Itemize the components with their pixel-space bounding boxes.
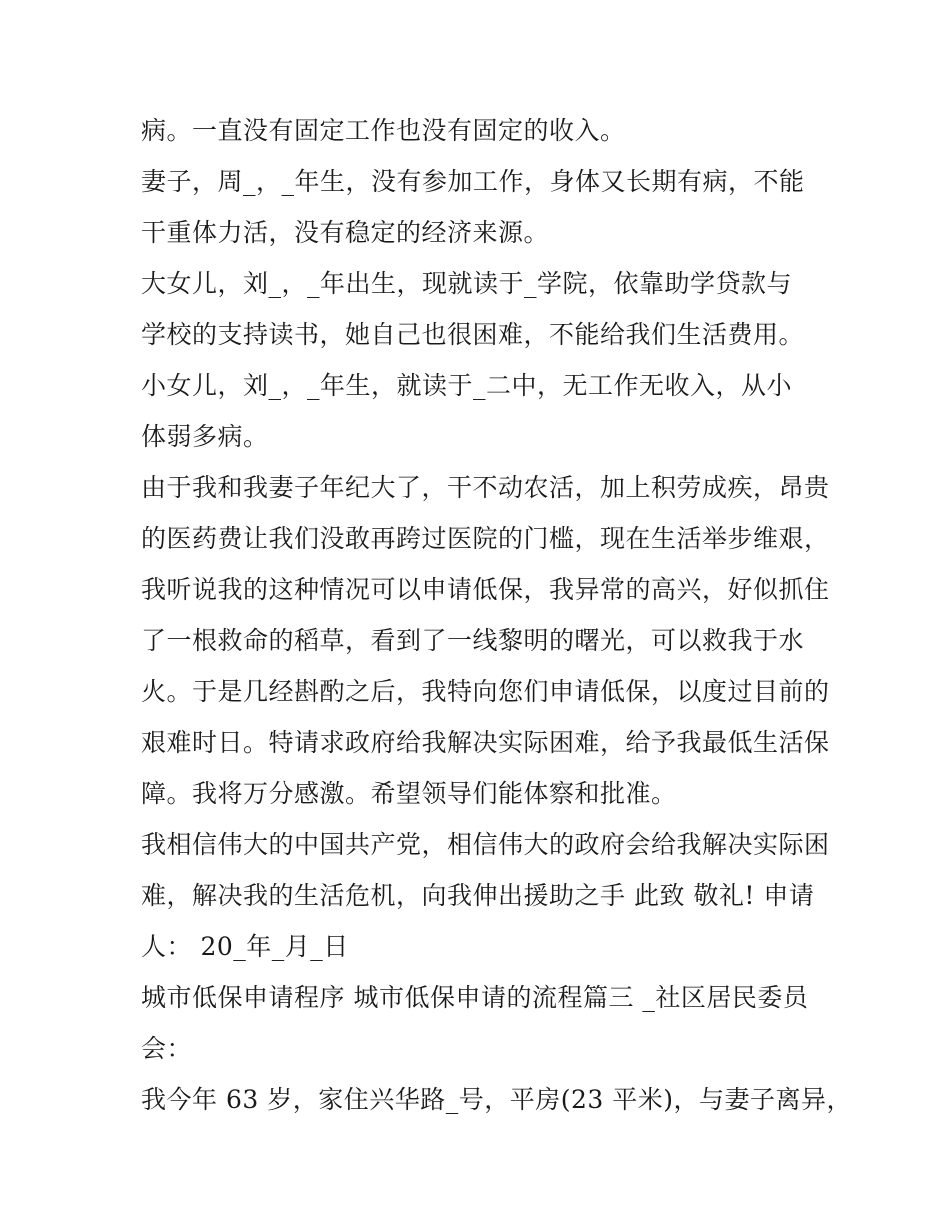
text-line: 难，解决我的生活危机，向我伸出援助之手 此致 敬礼! 申请 (141, 881, 815, 910)
text-line: 火。于是几经斟酌之后，我特向您们申请低保，以度过目前的 (141, 677, 830, 706)
text-line: 我今年 63 岁，家住兴华路_号，平房(23 平米)，与妻子离异， (141, 1085, 852, 1114)
text-line: 城市低保申请程序 城市低保申请的流程篇三 _社区居民委员 (141, 983, 809, 1012)
text-line: 妻子，周_，_年生，没有参加工作，身体又长期有病，不能 (141, 167, 805, 196)
text-line: 小女儿，刘_，_年生，就读于_二中，无工作无收入，从小 (141, 371, 793, 400)
text-line: 由于我和我妻子年纪大了，干不动农活，加上积劳成疾，昂贵 (141, 473, 830, 502)
text-line: 大女儿，刘_，_年出生，现就读于_学院，依靠助学贷款与 (141, 269, 793, 298)
text-line: 我听说我的这种情况可以申请低保，我异常的高兴，好似抓住 (141, 575, 830, 604)
text-line: 人： 20_年_月_日 (141, 932, 349, 961)
text-line: 干重体力活，没有稳定的经济来源。 (141, 218, 550, 247)
text-line: 艰难时日。特请求政府给我解决实际困难，给予我最低生活保 (141, 728, 830, 757)
text-line: 会： (141, 1034, 193, 1063)
text-line: 学校的支持读书，她自己也很困难，不能给我们生活费用。 (141, 320, 805, 349)
text-line: 我相信伟大的中国共产党，相信伟大的政府会给我解决实际困 (141, 830, 830, 859)
text-line: 的医药费让我们没敢再跨过医院的门槛，现在生活举步维艰， (141, 524, 830, 553)
text-line: 病。一直没有固定工作也没有固定的收入。 (141, 116, 626, 145)
text-line: 体弱多病。 (141, 422, 269, 451)
document-body (141, 105, 852, 1125)
text-line: 障。我将万分感激。希望领导们能体察和批准。 (141, 779, 677, 808)
text-line: 了一根救命的稻草，看到了一线黎明的曙光，可以救我于水 (141, 626, 805, 655)
